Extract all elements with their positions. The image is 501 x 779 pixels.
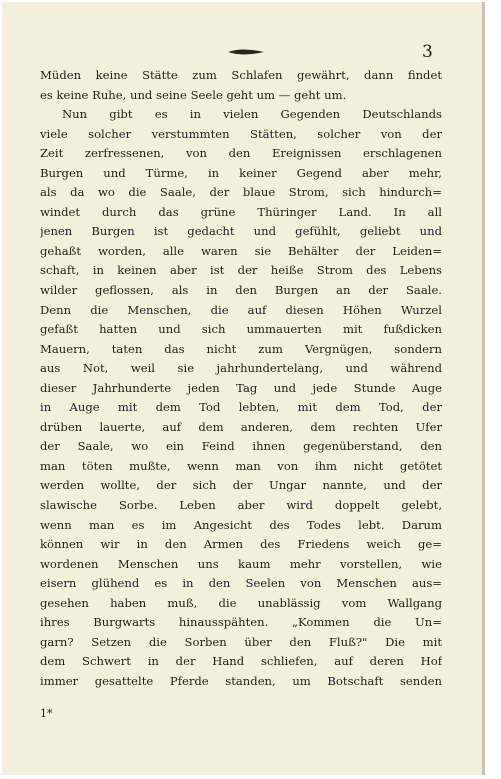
text-line: Müden keine Stätte zum Schlafen gewährt, dann findet — [40, 68, 442, 82]
text-line: Mauern, taten das nicht zum Vergnügen, sondern — [40, 341, 442, 356]
text-line: Burgen und Türme, in keiner Gegend aber mehr, — [40, 165, 442, 180]
paragraph — [40, 105, 442, 691]
text-line: wenn man es im Angesicht des Todes lebt. Darum — [40, 517, 442, 532]
text-line: wilder geflossen, als in den Burgen an der Saale. — [40, 283, 442, 298]
text-line: drüben lauerte, auf dem anderen, dem rechten Ufer — [40, 419, 442, 434]
text-line: eisern glühend es in den Seelen von Menschen aus= — [40, 576, 442, 591]
text-line: ihres Burgwarts hinausspähten. „Kommen die Un= — [40, 615, 442, 630]
text-line: garn? Setzen die Sorben über den Fluß?" Die mit — [40, 634, 442, 649]
text-line: slawische Sorbe. Leben aber wird doppelt gelebt, — [40, 498, 442, 513]
text-line: in Auge mit dem Tod lebten, mit dem Tod, der — [40, 400, 442, 415]
text-line: windet durch das grüne Thüringer Land. In all — [40, 204, 442, 219]
text-line: werden wollte, der sich der Ungar nannte, und der — [40, 478, 442, 493]
text-line: der Saale, wo ein Feind ihnen gegenüberstand, den — [40, 439, 442, 454]
text-line: gesehen haben muß, die unablässig vom Wallgang — [40, 595, 442, 610]
text-line: jenen Burgen ist gedacht und gefühlt, geliebt und — [40, 224, 442, 239]
text-line: es keine Ruhe, und seine Seele geht um — geht um. — [40, 87, 347, 102]
body-text — [40, 66, 442, 692]
text-line: wordenen Menschen uns kaum mehr vorstellen, wie — [40, 556, 442, 571]
text-line: viele solcher verstummten Stätten, solcher von der — [40, 126, 442, 141]
text-line: schaft, in keinen aber ist der heiße Strom des Lebens — [40, 263, 442, 278]
book-page — [2, 2, 485, 775]
text-line: Zeit zerfressenen, von den Ereignissen erschlagenen — [40, 146, 442, 161]
text-line: dem Schwert in der Hand schliefen, auf deren Hof — [40, 654, 442, 669]
text-line: gefaßt hatten und sich ummauerten mit fußdicken — [40, 322, 442, 337]
page-header — [2, 42, 482, 66]
decorative-rule-icon — [227, 46, 265, 58]
text-line: man töten mußte, wenn man von ihm nicht getötet — [40, 458, 442, 473]
text-line: immer gesattelte Pferde standen, um Botschaft senden — [40, 673, 442, 688]
text-line: als da wo die Saale, der blaue Strom, sich hindurch= — [40, 185, 442, 200]
text-line: aus Not, weil sie jahrhundertelang, und während — [40, 361, 442, 376]
text-line: Denn die Menschen, die auf diesen Höhen Wurzel — [40, 302, 442, 317]
text-line: können wir in den Armen des Friedens weich ge= — [40, 537, 442, 552]
paragraph — [40, 66, 442, 105]
text-line: gehaßt worden, alle waren sie Behälter der Leiden= — [40, 243, 442, 258]
signature-mark: 1* — [40, 707, 53, 720]
page-number: 3 — [422, 42, 433, 62]
text-line: dieser Jahrhunderte jeden Tag und jede Stunde Auge — [40, 380, 442, 395]
text-line: Nun gibt es in vielen Gegenden Deutschlands — [62, 107, 442, 122]
